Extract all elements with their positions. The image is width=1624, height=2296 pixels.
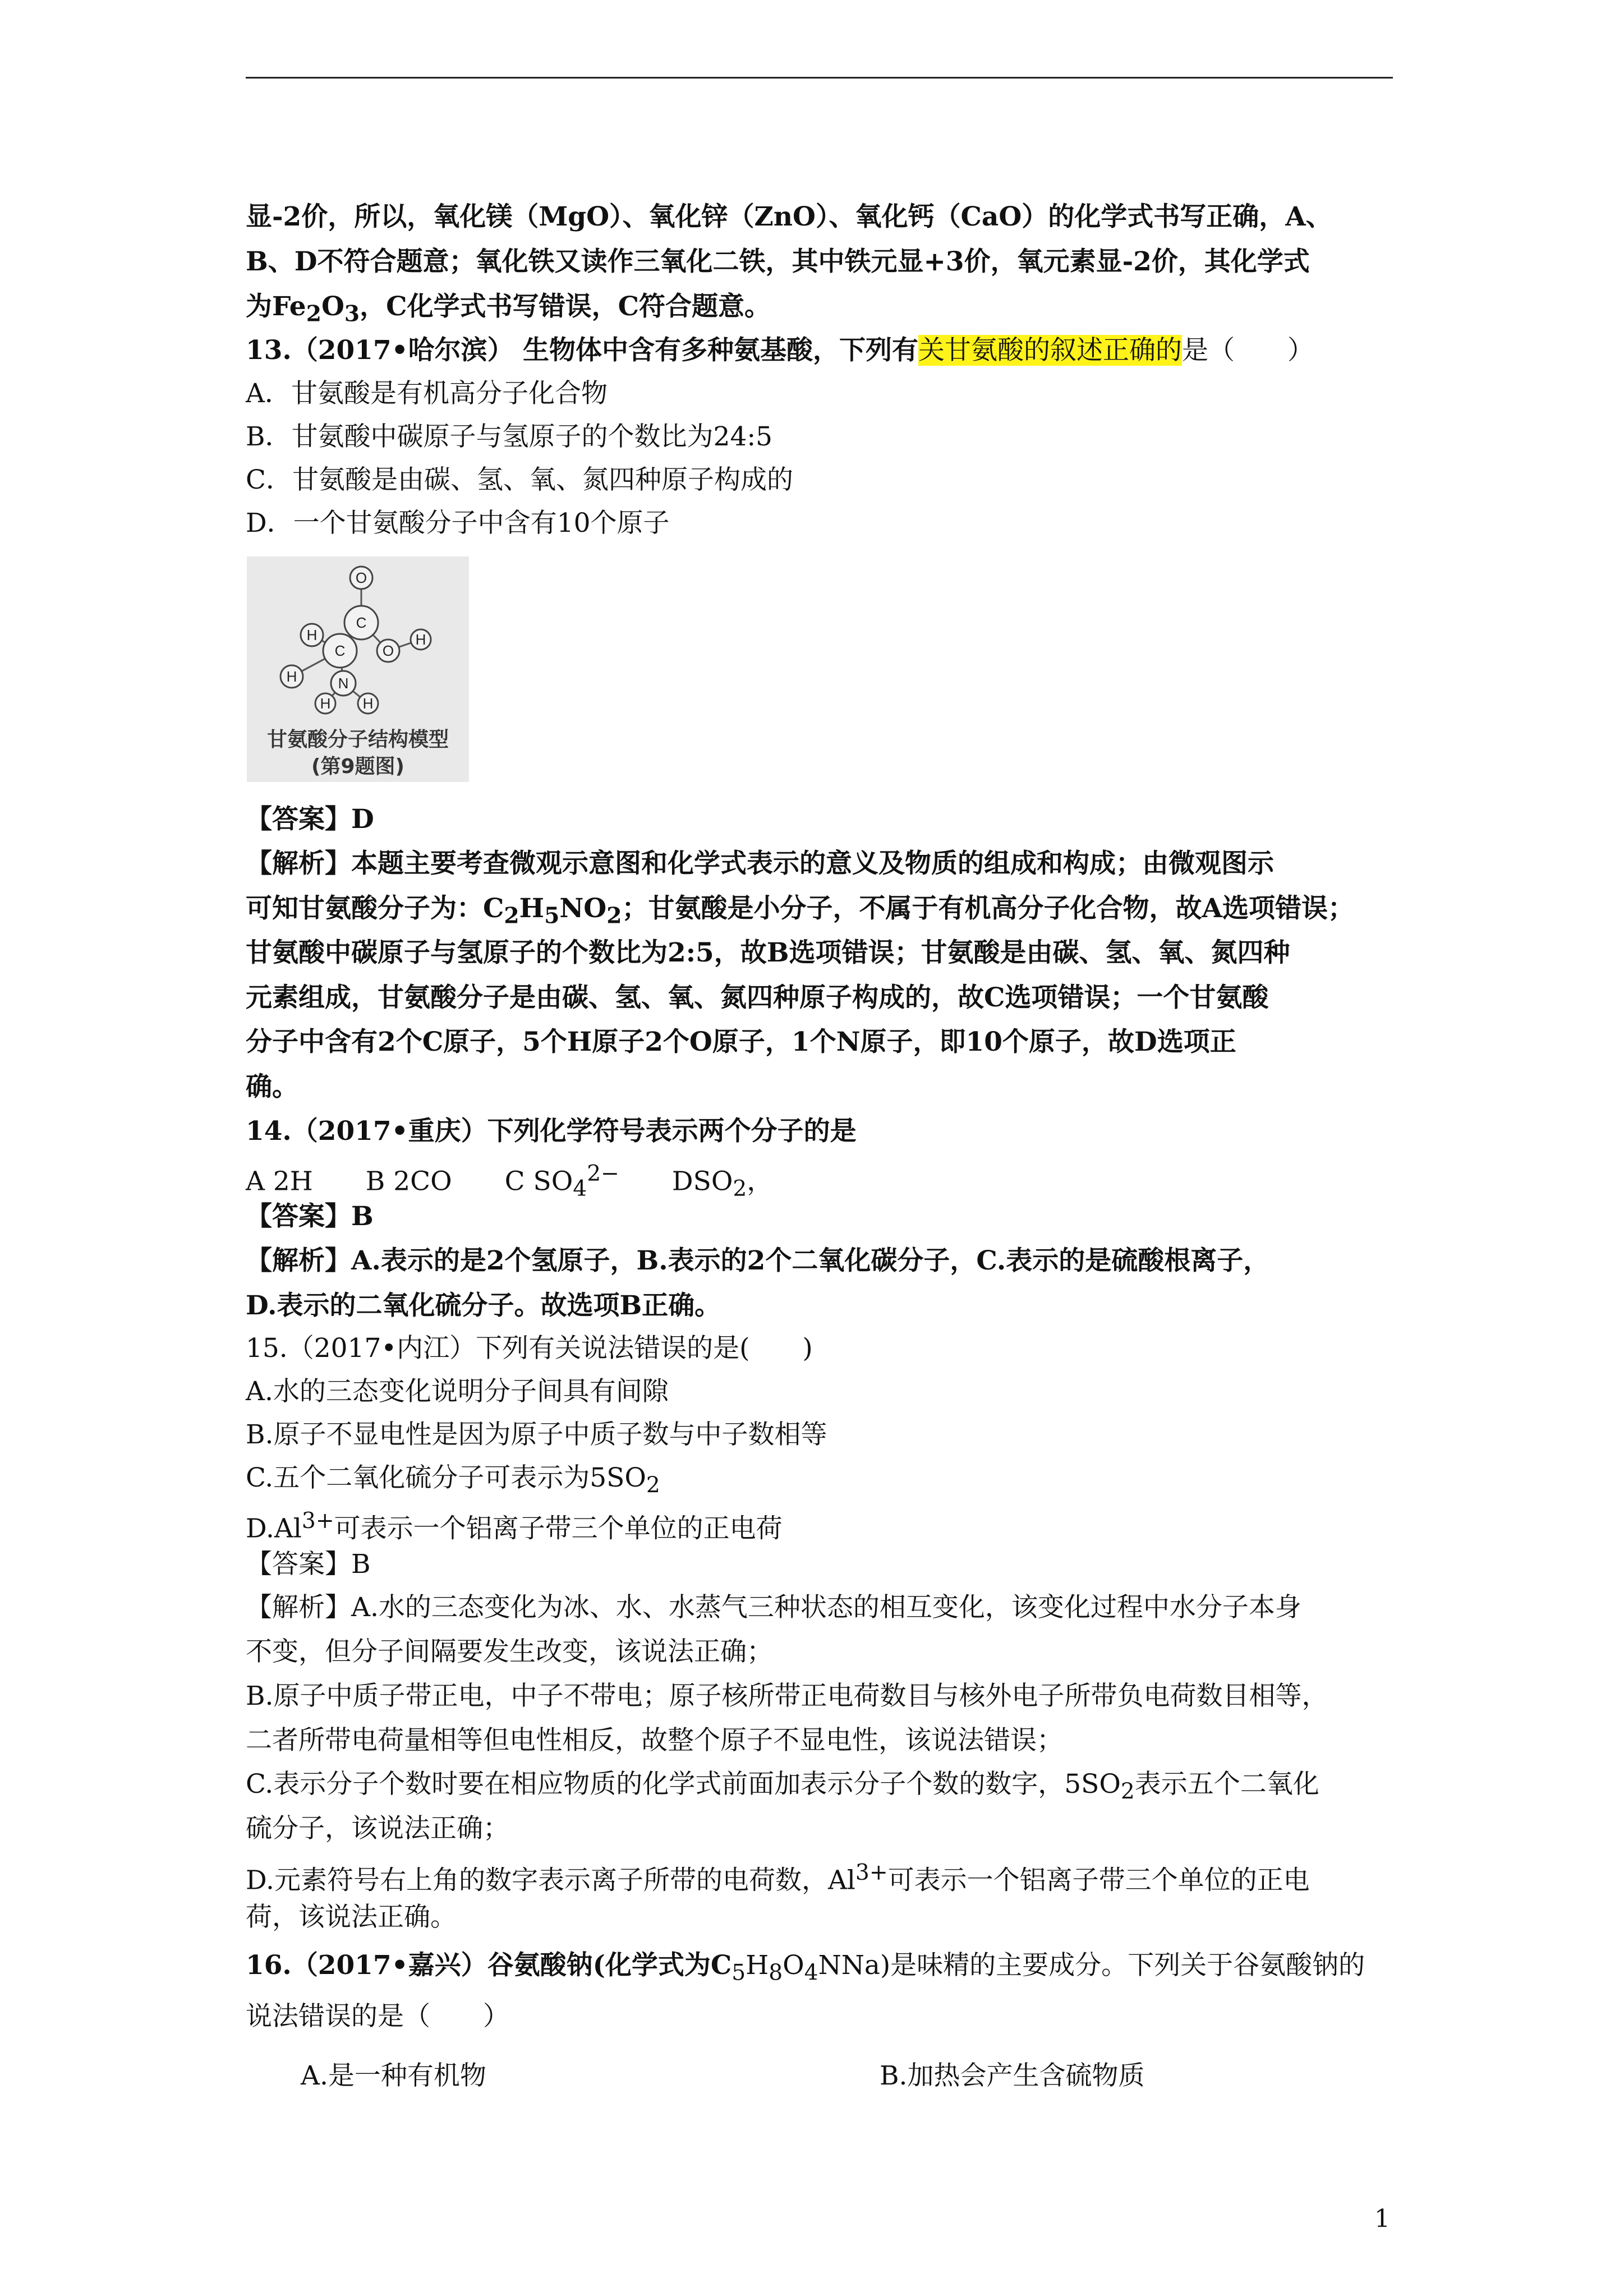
answer-14: 【答案】B (246, 1201, 374, 1232)
text-run: 可知甘氨酸分子为：C (246, 893, 504, 924)
question-14: 14.（2017•重庆）下列化学符号表示两个分子的是 (246, 1116, 857, 1147)
question-16-line2: 说法错误的是（ ） (246, 2001, 509, 2032)
text-run: 是（ ） (1181, 335, 1314, 366)
atom-label: C (356, 614, 367, 631)
superscript: 3+ (855, 1860, 888, 1885)
atom-label: H (320, 695, 331, 712)
atom-label: O (355, 569, 367, 586)
text-run: 可表示一个铝离子带三个单位的正电荷 (334, 1513, 783, 1544)
superscript: 3+ (301, 1508, 334, 1534)
text-run: 为Fe (246, 291, 306, 322)
text-run: H (519, 893, 545, 924)
option-a: A．甘氨酸是有机高分子化合物 (246, 378, 608, 409)
molecule-diagram (247, 556, 469, 782)
explanation-line: 荷，该说法正确。 (246, 1902, 457, 1932)
text-run: D.Al (246, 1513, 302, 1544)
subscript: 4 (804, 1960, 818, 1986)
subscript: 2 (733, 1176, 747, 1202)
explanation-line: D.表示的二氧化硫分子。故选项B正确。 (246, 1290, 721, 1321)
superscript: 2− (587, 1161, 619, 1186)
option-b: B.原子不显电性是因为原子中质子数与中子数相等 (246, 1419, 827, 1450)
subscript: 8 (769, 1960, 783, 1986)
subscript: 2 (504, 903, 519, 929)
atom-label: H (286, 668, 297, 685)
explanation-line: 确。 (246, 1071, 298, 1102)
atom-label: O (382, 642, 394, 659)
explanation-line: 硫分子，该说法正确； (246, 1813, 509, 1844)
text-run: DSO (619, 1166, 733, 1197)
text-run: O (783, 1950, 804, 1981)
text-run: A 2H B 2CO C SO (246, 1166, 573, 1197)
text-run: H (746, 1950, 769, 1981)
atom-label: N (338, 675, 349, 692)
option-c (246, 1458, 660, 1505)
option-c: C．甘氨酸是由碳、氢、氧、氮四种原子构成的 (246, 464, 793, 495)
question-16 (246, 1946, 1365, 1993)
explanation-line (246, 889, 1354, 935)
figure-caption-number: (第9题图) (311, 755, 404, 778)
text-line: B、D不符合题意；氧化铁又读作三氧化二铁，其中铁元显+3价，氧元素显-2价，其化学式 (246, 246, 1310, 277)
option-d: D．一个甘氨酸分子中含有10个原子 (246, 508, 670, 539)
page-number: 1 (1374, 2205, 1390, 2233)
explanation-line: 【解析】A.表示的是2个氢原子，B.表示的2个二氧化碳分子，C.表示的是硫酸根离子， (246, 1245, 1270, 1276)
atom-label: C (334, 642, 346, 659)
subscript: 2 (646, 1473, 660, 1498)
option-b: B.加热会产生含硫物质 (880, 2060, 1145, 2091)
subscript: 5 (732, 1960, 746, 1986)
option-a: A.是一种有机物 (301, 2060, 486, 2091)
option-b: B．甘氨酸中碳原子与氢原子的个数比为24:5 (246, 421, 773, 452)
text-run: C.五个二氧化硫分子可表示为5SO (246, 1462, 646, 1493)
explanation-line: 元素组成，甘氨酸分子是由碳、氢、氧、氮四种原子构成的，故C选项错误；一个甘氨酸 (246, 982, 1269, 1013)
text-run: D.元素符号右上角的数字表示离子所带的电荷数，Al (246, 1865, 855, 1896)
subscript: 2 (306, 301, 321, 327)
explanation-line (246, 1853, 1310, 1901)
explanation-line: 不变，但分子间隔要发生改变，该说法正确； (246, 1636, 773, 1667)
subscript: 5 (544, 903, 560, 929)
explanation-line: 【解析】本题主要考查微观示意图和化学式表示的意义及物质的组成和构成；由微观图示 (246, 848, 1274, 879)
text-run: 16.（2017•嘉兴）谷氨酸钠(化学式为C (246, 1950, 732, 1981)
text-run: ；甘氨酸是小分子，不属于有机高分子化合物，故A选项错误； (622, 893, 1354, 924)
text-run: ， (747, 1166, 774, 1197)
subscript: 4 (573, 1176, 587, 1202)
text-run: NO (559, 893, 607, 924)
glycine-model-figure (247, 556, 469, 782)
question-source: 13.（2017•哈尔滨） 生物体中含有多种氨基酸，下列有 (246, 335, 918, 366)
atom-label: H (306, 627, 318, 643)
figure-caption: 甘氨酸分子结构模型 (266, 728, 449, 751)
text-run: ，C化学式书写错误，C符合题意。 (360, 291, 771, 322)
text-line (246, 287, 771, 333)
explanation-line: 分子中含有2个C原子，5个H原子2个O原子，1个N原子，即10个原子，故D选项正 (246, 1027, 1236, 1057)
text-run: 表示五个二氧化 (1134, 1769, 1319, 1800)
explanation-line: 甘氨酸中碳原子与氢原子的个数比为2:5，故B选项错误；甘氨酸是由碳、氢、氧、氮四种 (246, 937, 1290, 968)
subscript: 2 (1120, 1779, 1135, 1805)
explanation-line: 【解析】A.水的三态变化为冰、水、水蒸气三种状态的相互变化，该变化过程中水分子本身 (246, 1592, 1301, 1623)
subscript: 3 (344, 301, 360, 327)
explanation-line: 二者所带电荷量相等但电性相反，故整个原子不显电性，该说法错误； (246, 1725, 1063, 1756)
explanation-line (246, 1765, 1319, 1811)
atom-label: H (362, 695, 374, 712)
text-run: O (321, 291, 344, 322)
option-d (246, 1502, 783, 1549)
question-15: 15.（2017•内江）下列有关说法错误的是( ) (246, 1333, 813, 1364)
explanation-line: B.原子中质子带正电，中子不带电；原子核所带正电荷数目与核外电子所带负电荷数目相等， (246, 1681, 1328, 1711)
option-a: A.水的三态变化说明分子间具有间隙 (246, 1376, 669, 1407)
highlighted-text: 关甘氨酸的叙述正确的 (918, 335, 1182, 366)
text-run: C.表示分子个数时要在相应物质的化学式前面加表示分子个数的数字，5SO (246, 1769, 1121, 1800)
text-run: NNa)是味精的主要成分。下列关于谷氨酸钠的 (818, 1950, 1365, 1981)
answer-13: 【答案】D (246, 804, 374, 835)
header-rule (246, 77, 1393, 79)
question-13 (246, 331, 1314, 370)
atom-label: H (415, 631, 426, 648)
text-run: 可表示一个铝离子带三个单位的正电 (887, 1865, 1310, 1896)
answer-15: 【答案】B (246, 1549, 371, 1580)
text-line: 显-2价，所以，氧化镁（MgO）、氧化锌（ZnO）、氧化钙（CaO）的化学式书写正确，A、 (246, 201, 1332, 232)
subscript: 2 (606, 903, 622, 929)
